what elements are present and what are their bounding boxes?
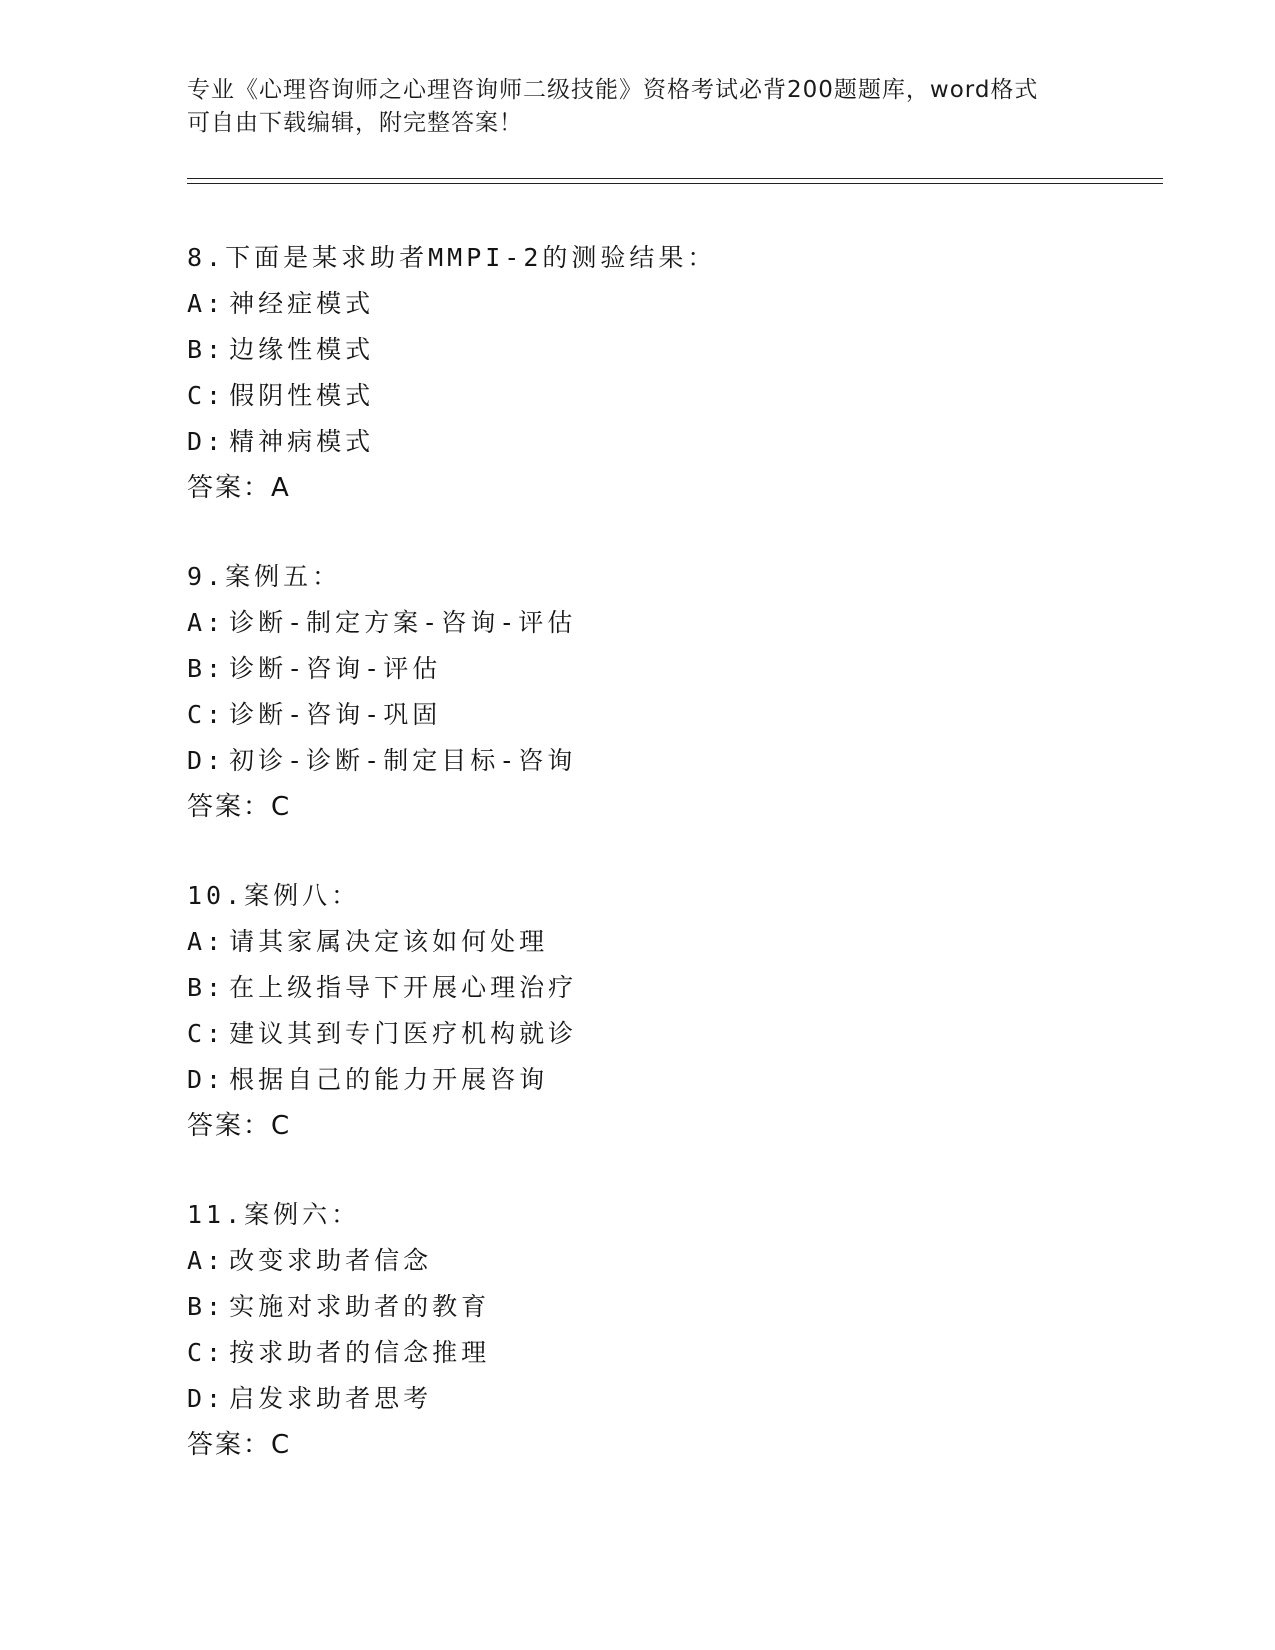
option-a: [187, 919, 1147, 965]
option-letter: A:: [187, 289, 226, 318]
option-d: [187, 1057, 1147, 1103]
option-text: 按求助者的信念推理: [229, 1338, 491, 1367]
option-text: 诊断-咨询-巩固: [229, 700, 442, 729]
option-b: [187, 646, 1147, 692]
option-letter: A:: [187, 927, 226, 956]
option-c: [187, 692, 1147, 738]
question-stem: 8.下面是某求助者MMPI-2的测验结果：: [187, 243, 717, 272]
option-letter: D:: [187, 427, 226, 456]
option-d: [187, 738, 1147, 784]
question-8: [187, 235, 1147, 511]
option-c: [187, 1011, 1147, 1057]
question-stem: 10.案例八：: [187, 881, 361, 910]
option-b: [187, 327, 1147, 373]
option-letter: A:: [187, 1246, 226, 1275]
option-text: 精神病模式: [229, 427, 375, 456]
option-letter: C:: [187, 1019, 226, 1048]
option-letter: B:: [187, 335, 226, 364]
document-header: [187, 74, 1087, 140]
option-text: 根据自己的能力开展咨询: [229, 1065, 549, 1094]
option-text: 启发求助者思考: [229, 1384, 433, 1413]
option-letter: C:: [187, 1338, 226, 1367]
header-line-1: 专业《心理咨询师之心理咨询师二级技能》资格考试必背200题题库，word格式: [187, 77, 1039, 103]
option-text: 在上级指导下开展心理治疗: [229, 973, 578, 1002]
option-letter: D:: [187, 1384, 226, 1413]
option-letter: D:: [187, 746, 226, 775]
option-a: [187, 600, 1147, 646]
option-letter: D:: [187, 1065, 226, 1094]
question-stem: 9.案例五：: [187, 562, 342, 591]
option-letter: B:: [187, 1292, 226, 1321]
question-11: [187, 1192, 1147, 1468]
option-letter: A:: [187, 608, 226, 637]
question-9: [187, 554, 1147, 830]
option-text: 神经症模式: [229, 289, 375, 318]
option-text: 假阴性模式: [229, 381, 375, 410]
question-list: [187, 235, 1147, 1511]
option-letter: B:: [187, 654, 226, 683]
option-d: [187, 1376, 1147, 1422]
option-d: [187, 419, 1147, 465]
option-a: [187, 281, 1147, 327]
option-text: 诊断-制定方案-咨询-评估: [229, 608, 577, 637]
header-divider-top: [187, 178, 1163, 179]
answer-line: 答案：C: [187, 1430, 292, 1460]
option-c: [187, 1330, 1147, 1376]
header-line-2: 可自由下载编辑，附完整答案！: [187, 110, 523, 136]
option-b: [187, 1284, 1147, 1330]
option-text: 请其家属决定该如何处理: [229, 927, 549, 956]
option-letter: B:: [187, 973, 226, 1002]
option-text: 诊断-咨询-评估: [229, 654, 442, 683]
question-10: [187, 873, 1147, 1149]
option-text: 建议其到专门医疗机构就诊: [229, 1019, 578, 1048]
option-text: 初诊-诊断-制定目标-咨询: [229, 746, 577, 775]
option-letter: C:: [187, 381, 226, 410]
option-c: [187, 373, 1147, 419]
answer-line: 答案：A: [187, 473, 291, 503]
answer-line: 答案：C: [187, 1111, 292, 1141]
question-stem: 11.案例六：: [187, 1200, 361, 1229]
answer-line: 答案：C: [187, 792, 292, 822]
option-text: 边缘性模式: [229, 335, 375, 364]
option-letter: C:: [187, 700, 226, 729]
option-a: [187, 1238, 1147, 1284]
option-text: 实施对求助者的教育: [229, 1292, 491, 1321]
option-text: 改变求助者信念: [229, 1246, 433, 1275]
header-divider-bottom: [187, 183, 1163, 184]
option-b: [187, 965, 1147, 1011]
